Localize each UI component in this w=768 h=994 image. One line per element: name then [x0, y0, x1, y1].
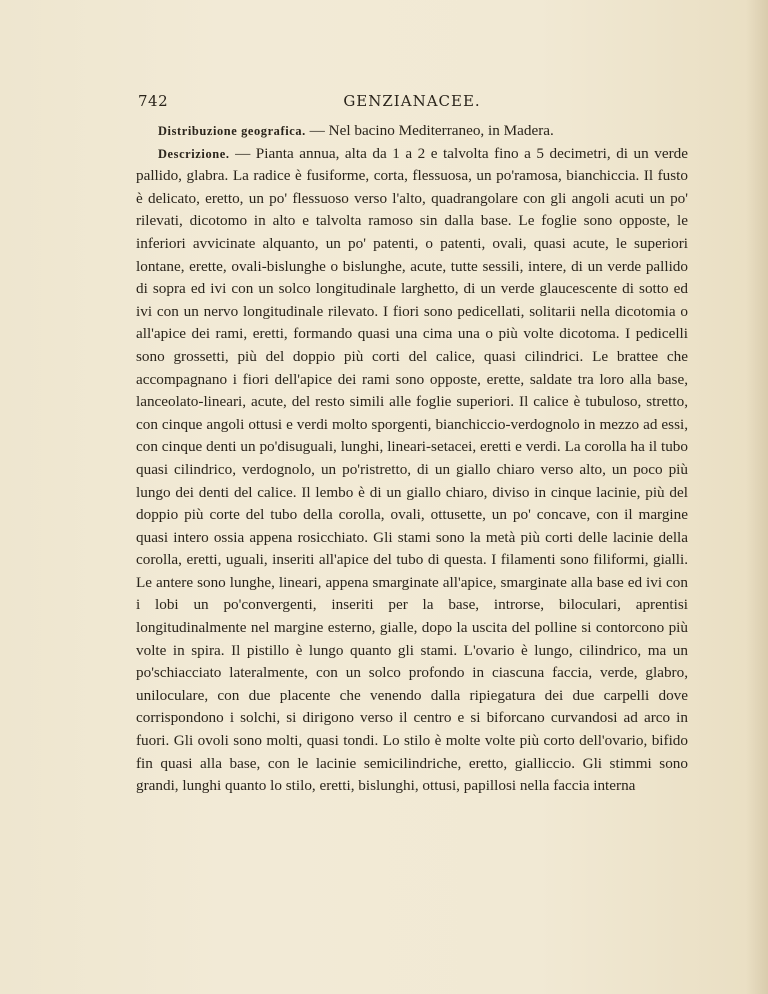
descrizione-text: — Pianta annua, alta da 1 a 2 e talvolta fino a 5 decimetri, di un verde pallido, glabra. La radice è fusiforme, corta, flessuosa, un po'ramosa, bianchiccia. Il fusto è delicato, eretto, un po' flessuoso verso l'alto, quadrangolare con gli angoli acuti un po' rilevati, dicotomo in alto e talvolta ramoso sin dalla base. Le foglie sono opposte, le inferiori avvicinate alquanto, un po' patenti, o patenti, ovali, quasi acute, le superiori lontane, erette, ovali-bislunghe o bislunghe, acute, tutte sessili, intere, di un verde pallido di sopra ed ivi con un solco longitudinale larghetto, di un verde glaucescente di sotto ed ivi con un nervo longitudinale rilevato. I fiori sono pedicellati, solitarii nella dicotomia o all'apice dei rami, eretti, formando quasi una cima una o più volte dicotoma. I pedicelli sono grossetti, più del doppio più corti del calice, quasi cilindrici. Le brattee che accompagnano i fiori dell'apice dei rami sono opposte, erette, saldate tra loro alla base, lanceolato-lineari, acute, del resto simili alle foglie superiori. Il calice è tubuloso, stretto, con cinque angoli ottusi e verdi molto sporgenti, bianchiccio-verdognolo in mezzo ad essi, con cinque denti un po'disuguali, lunghi, lineari-setacei, eretti e verdi. La corolla ha il tubo quasi cilindrico, verdognolo, un po'ristretto, di un giallo chiaro verso alto, un poco più lungo dei denti del calice. Il lembo è di un giallo chiaro, diviso in cinque lacinie, più del doppio più corte del tubo della corolla, ovali, ottusette, un po' concave, con il margine quasi intero ossia appena rosicchiato. Gli stami sono la metà più corti delle lacinie della corolla, eretti, uguali, inseriti all'apice del tubo di questa. I filamenti sono filiformi, gialli. Le antere sono lunghe, lineari, appena smarginate all'apice, smarginate alla base ed ivi con i lobi un po'convergenti, inseriti per la base, introrse, biloculari, aprentisi longitudinalmente nel margine esterno, gialle, dopo la uscita del polline si contorcono più volte in spira. Il pistillo è lungo quanto gli stami. L'ovario è lungo, cilindrico, ma un po'schiacciato lateralmente, con un solco profondo in ciascuna faccia, verde, glabro, uniloculare, con due placente che venendo dalla ripiegatura dei due carpelli dove corrispondono i solchi, si dirigono verso il centro e si biforcano curvandosi ad arco in fuori. Gli ovoli sono molti, quasi tondi. Lo stilo è molte volte più corto dell'ovario, bifido fin quasi alla base, con le lacinie semicilindriche, eretto, gialliccio. Gli stimmi sono grandi, lunghi quanto lo stilo, eretti, bislunghi, ottusi, papillosi nella faccia interna — [136, 144, 688, 795]
page-number: 742 — [138, 92, 169, 110]
paragraph-distribuzione — [136, 120, 688, 143]
running-header — [138, 92, 686, 112]
body-text — [136, 120, 688, 798]
section-label-descrizione: Descrizione. — [158, 146, 230, 161]
section-label-distribuzione: Distribuzione geografica. — [158, 124, 306, 138]
page-edge-shadow — [746, 0, 768, 994]
paragraph-descrizione — [136, 143, 688, 798]
running-title: GENZIANACEE. — [343, 92, 481, 110]
distribuzione-text: — Nel bacino Mediterraneo, in Madera. — [305, 122, 554, 139]
